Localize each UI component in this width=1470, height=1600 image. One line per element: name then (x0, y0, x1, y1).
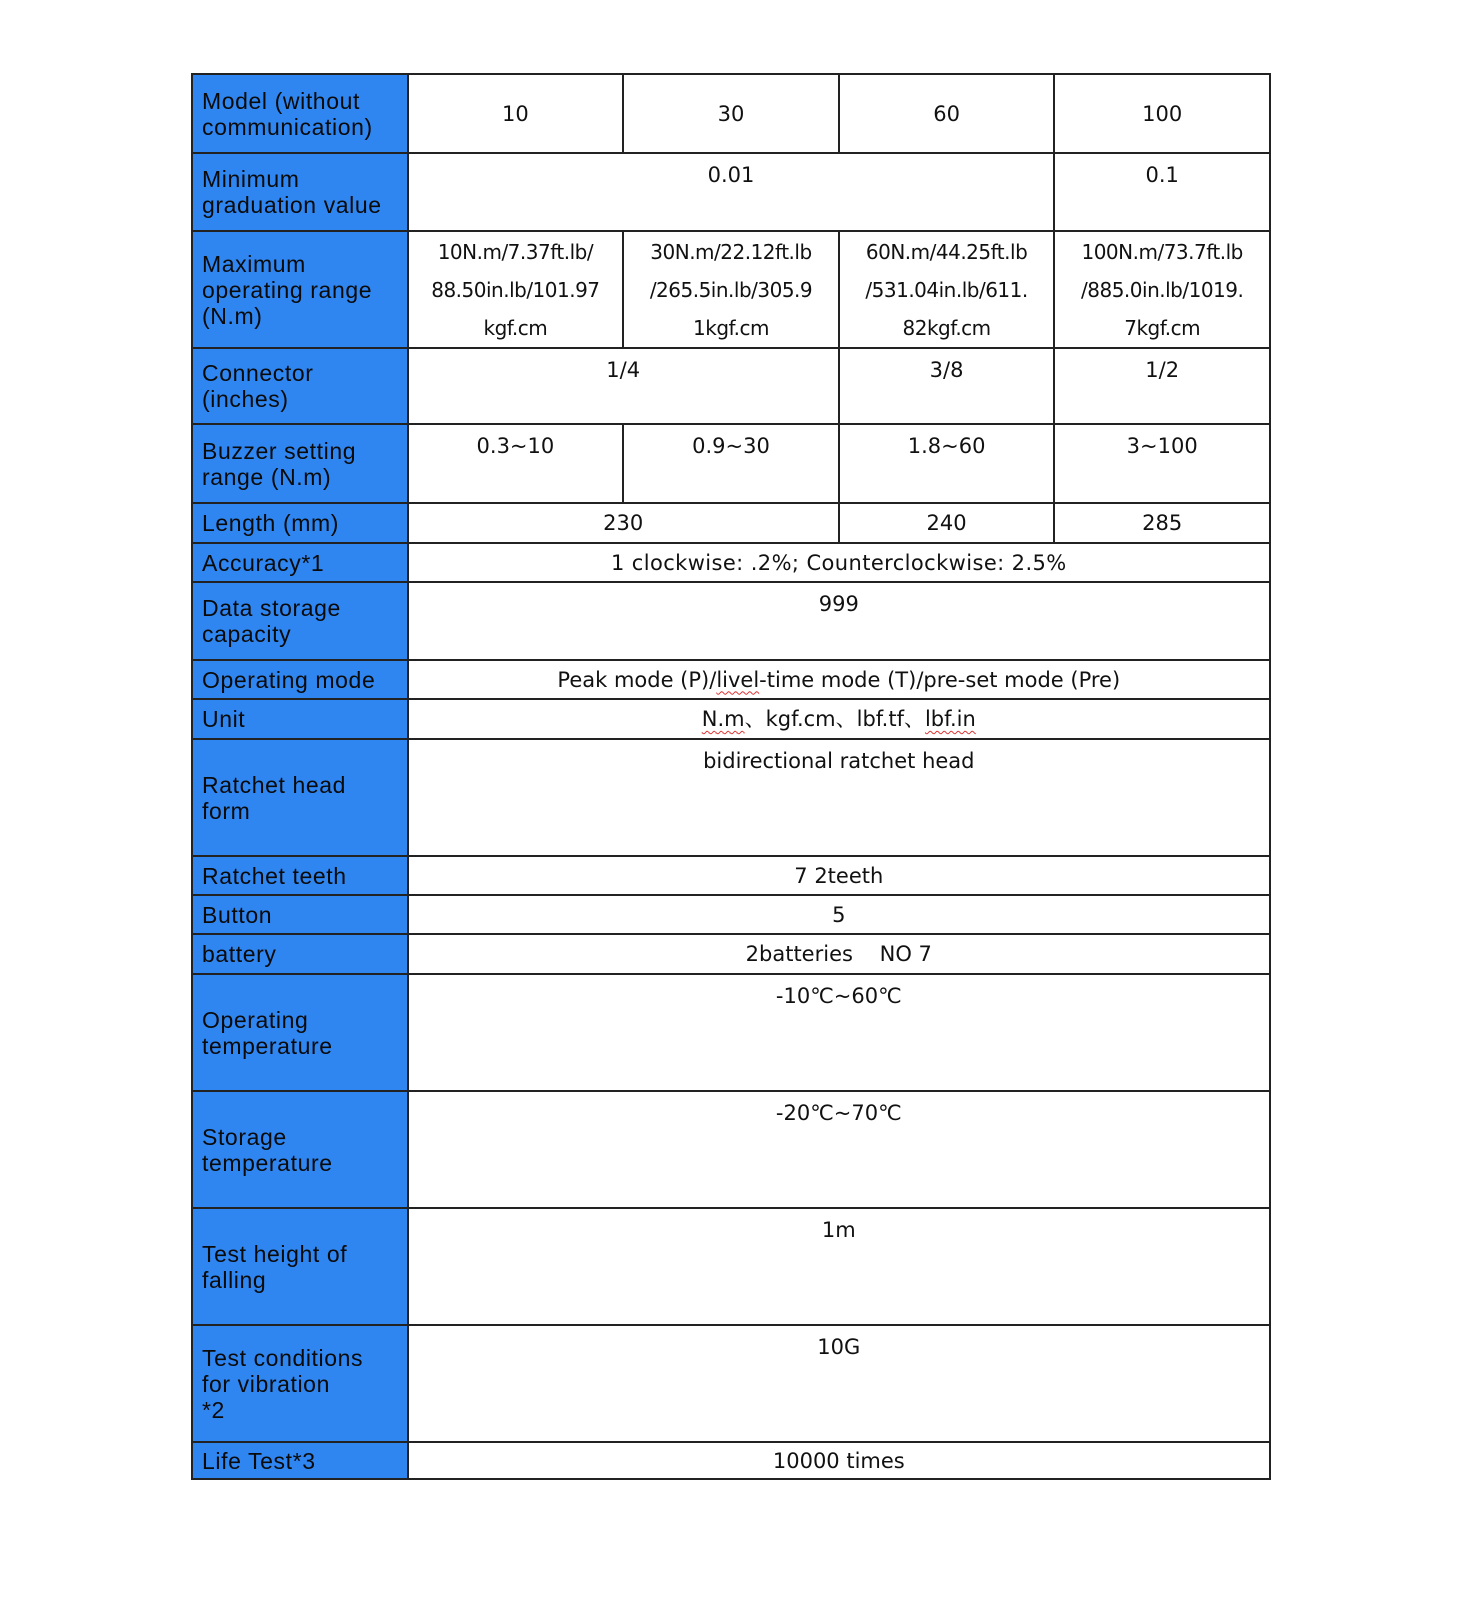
buzzer-30: 0.9~30 (623, 424, 839, 503)
row-storage-capacity (192, 582, 1270, 660)
buzzer-label: Buzzer setting range (N.m) (192, 424, 408, 503)
row-operating-mode (192, 660, 1270, 699)
max-range-30: 30N.m/22.12ft.lb /265.5in.lb/305.9 1kgf.cm (623, 231, 839, 348)
row-storage-temp (192, 1091, 1270, 1208)
max-range-60: 60N.m/44.25ft.lb /531.04in.lb/611. 82kgf.cm (839, 231, 1055, 348)
length-value-2: 240 (839, 503, 1055, 543)
row-buzzer (192, 424, 1270, 503)
row-operating-temp (192, 974, 1270, 1091)
storage-temp-value: -20℃~70℃ (408, 1091, 1270, 1208)
row-life-test (192, 1442, 1270, 1479)
length-label: Length (mm) (192, 503, 408, 543)
model-100: 100 (1054, 74, 1270, 153)
model-label: Model (without communication) (192, 74, 408, 153)
min-graduation-label: Minimum graduation value (192, 153, 408, 231)
model-10: 10 (408, 74, 624, 153)
length-value-1: 230 (408, 503, 839, 543)
row-ratchet-teeth (192, 856, 1270, 895)
unit-label: Unit (192, 699, 408, 739)
storage-temp-label: Storage temperature (192, 1091, 408, 1208)
button-value: 5 (408, 895, 1270, 934)
operating-mode-text-b: -time mode (T)/pre-set mode (Pre) (759, 667, 1121, 692)
operating-mode-value (408, 660, 1270, 699)
row-battery (192, 934, 1270, 974)
spec-table (191, 73, 1271, 1480)
length-value-3: 285 (1054, 503, 1270, 543)
model-60: 60 (839, 74, 1055, 153)
max-range-10: 10N.m/7.37ft.lb/ 88.50in.lb/101.97 kgf.cm (408, 231, 624, 348)
row-unit (192, 699, 1270, 739)
row-drop-test (192, 1208, 1270, 1325)
max-range-label: Maximum operating range (N.m) (192, 231, 408, 348)
row-min-graduation (192, 153, 1270, 231)
model-30: 30 (623, 74, 839, 153)
storage-capacity-value: 999 (408, 582, 1270, 660)
row-model (192, 74, 1270, 153)
row-connector (192, 348, 1270, 424)
drop-test-value: 1m (408, 1208, 1270, 1325)
connector-value-1: 1/4 (408, 348, 839, 424)
unit-text-b: 、kgf.cm、lbf.tf、 (744, 707, 925, 731)
storage-capacity-label: Data storage capacity (192, 582, 408, 660)
unit-text-a: N.m (701, 707, 745, 731)
connector-value-2: 3/8 (839, 348, 1055, 424)
row-accuracy (192, 543, 1270, 582)
row-ratchet-head (192, 739, 1270, 856)
max-range-100: 100N.m/73.7ft.lb /885.0in.lb/1019. 7kgf.cm (1054, 231, 1270, 348)
operating-mode-text-a: Peak mode (P)/ (557, 667, 717, 692)
buzzer-10: 0.3~10 (408, 424, 624, 503)
row-max-range (192, 231, 1270, 348)
buzzer-100: 3~100 (1054, 424, 1270, 503)
life-test-label: Life Test*3 (192, 1442, 408, 1479)
battery-value: 2batteries NO 7 (408, 934, 1270, 974)
ratchet-teeth-label: Ratchet teeth (192, 856, 408, 895)
vibration-value: 10G (408, 1325, 1270, 1442)
row-length (192, 503, 1270, 543)
buzzer-60: 1.8~60 (839, 424, 1055, 503)
unit-text-c: lbf.in (924, 707, 976, 731)
ratchet-teeth-value: 7 2teeth (408, 856, 1270, 895)
vibration-label: Test conditions for vibration *2 (192, 1325, 408, 1442)
accuracy-value: 1 clockwise: .2%; Counterclockwise: 2.5% (408, 543, 1270, 582)
button-label: Button (192, 895, 408, 934)
min-graduation-value-large: 0.1 (1054, 153, 1270, 231)
connector-label: Connector (inches) (192, 348, 408, 424)
row-vibration (192, 1325, 1270, 1442)
connector-value-3: 1/2 (1054, 348, 1270, 424)
drop-test-label: Test height of falling (192, 1208, 408, 1325)
operating-mode-spellcheck-word: livel (716, 667, 760, 692)
battery-label: battery (192, 934, 408, 974)
operating-temp-label: Operating temperature (192, 974, 408, 1091)
row-button (192, 895, 1270, 934)
min-graduation-value-small: 0.01 (408, 153, 1055, 231)
ratchet-head-value: bidirectional ratchet head (408, 739, 1270, 856)
ratchet-head-label: Ratchet head form (192, 739, 408, 856)
unit-value (408, 699, 1270, 739)
operating-mode-label: Operating mode (192, 660, 408, 699)
operating-temp-value: -10℃~60℃ (408, 974, 1270, 1091)
life-test-value: 10000 times (408, 1442, 1270, 1479)
accuracy-label: Accuracy*1 (192, 543, 408, 582)
